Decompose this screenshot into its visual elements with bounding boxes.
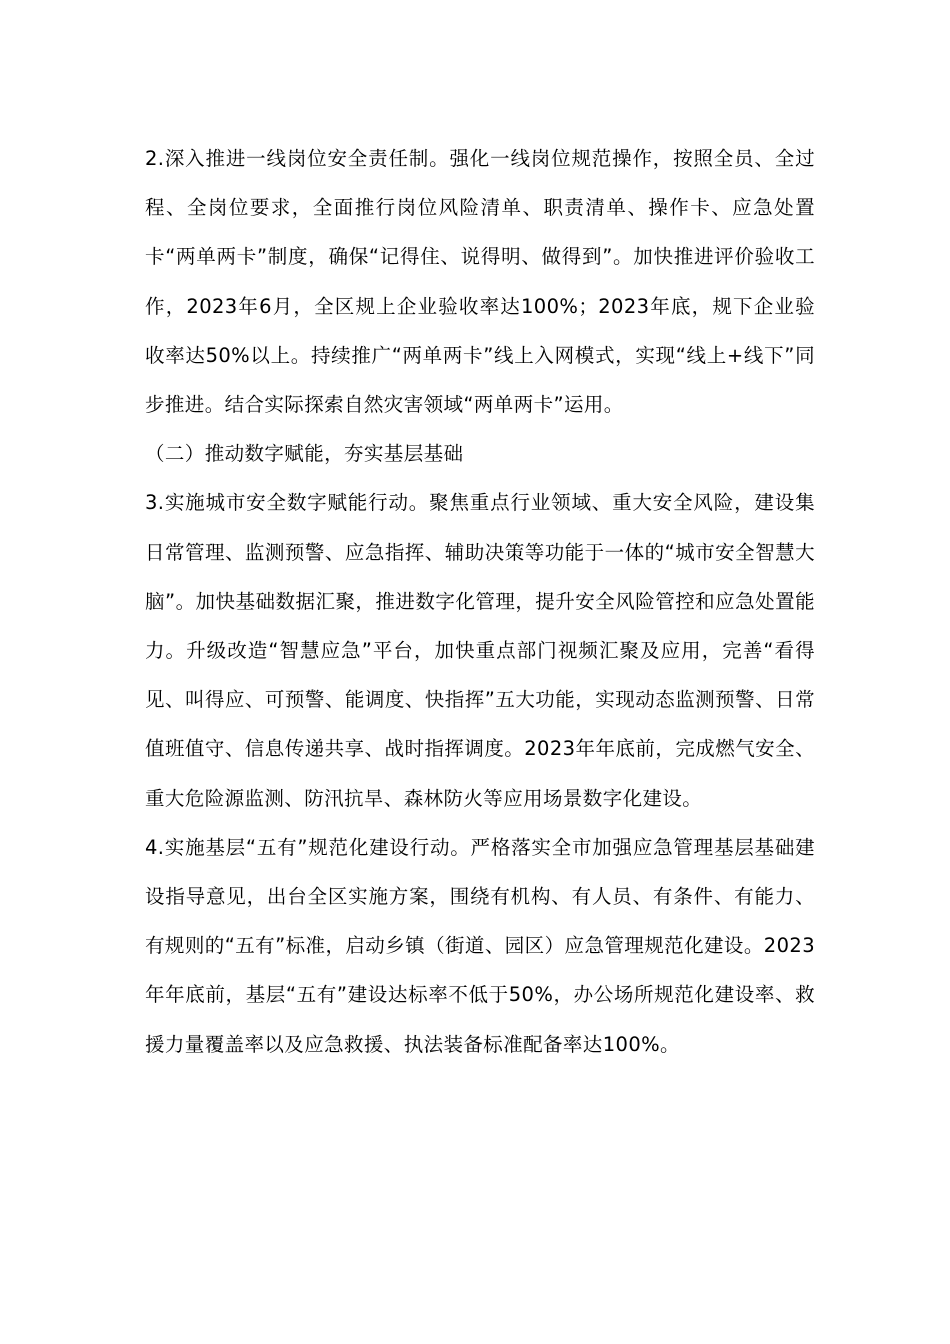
paragraph-item-2: 2.深入推进一线岗位安全责任制。强化一线岗位规范操作，按照全员、全过程、全岗位要求，全面推行岗位风险清单、职责清单、操作卡、应急处置卡“两单两卡”制度，确保“记得住、说得明、做得到”。加快推进评价验收工作，2023年6月，全区规上企业验收率达100%；2023年底，规下企业验收率达50%以上。持续推广“两单两卡”线上入网模式，实现“线上+线下”同步推进。结合实际探索自然灾害领域“两单两卡”运用。 (145, 147, 815, 417)
paragraph-item-4: 4.实施基层“五有”规范化建设行动。严格落实全市加强应急管理基层基础建设指导意见，出台全区实施方案，围绕有机构、有人员、有条件、有能力、有规则的“五有”标准，启动乡镇（街道、园区）应急管理规范化建设。2023年年底前，基层“五有”建设达标率不低于50%，办公场所规范化建设率、救援力量覆盖率以及应急救援、执法装备标准配备率达100%。 (145, 835, 815, 1056)
document-body (145, 134, 815, 1069)
paragraph-item-3: 3.实施城市安全数字赋能行动。聚焦重点行业领域、重大安全风险，建设集日常管理、监测预警、应急指挥、辅助决策等功能于一体的“城市安全智慧大脑”。加快基础数据汇聚，推进数字化管理，提升安全风险管控和应急处置能力。升级改造“智慧应急”平台，加快重点部门视频汇聚及应用，完善“看得见、叫得应、可预警、能调度、快指挥”五大功能，实现动态监测预警、日常值班值守、信息传递共享、战时指挥调度。2023年年底前，完成燃气安全、重大危险源监测、防汛抗旱、森林防火等应用场景数字化建设。 (145, 491, 815, 810)
section-heading: （二）推动数字赋能，夯实基层基础 (145, 442, 464, 466)
